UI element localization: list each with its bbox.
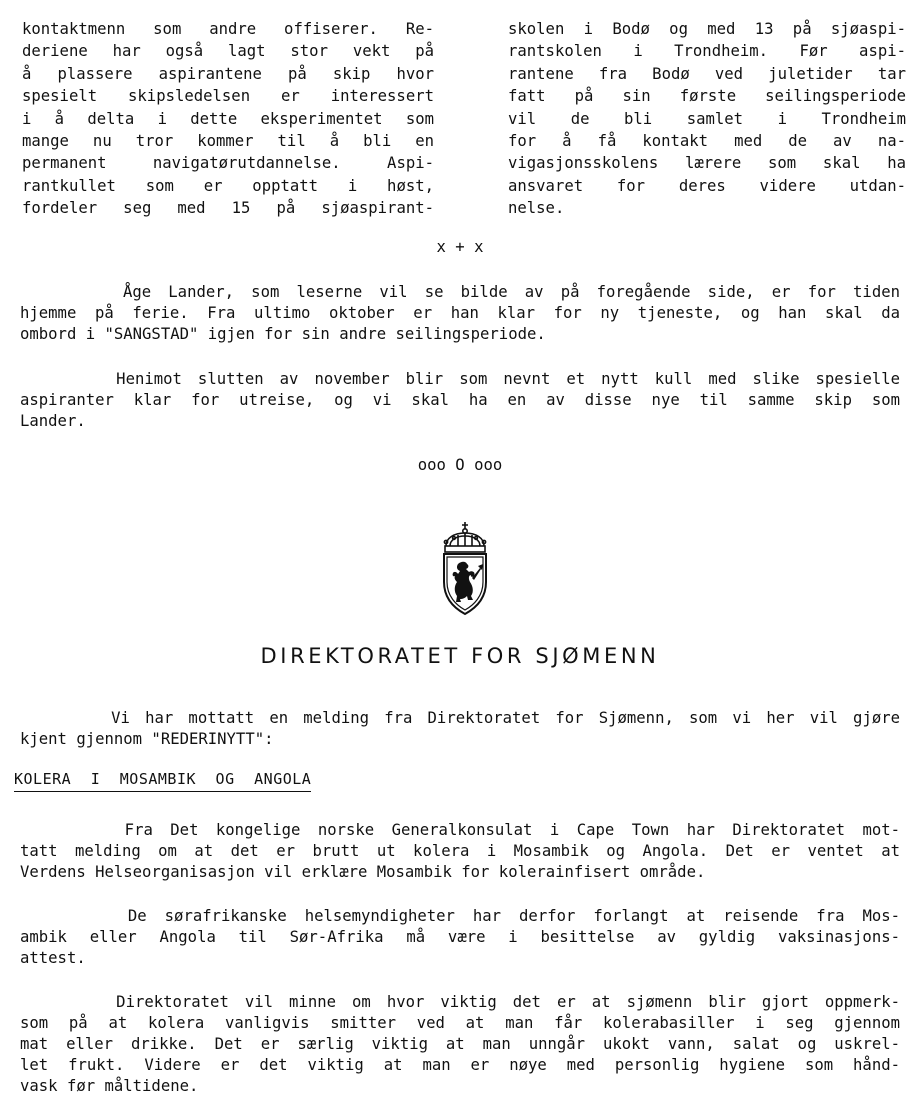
text-line: fatt på sin første seilingsperiode	[508, 87, 906, 106]
text-line: mat eller drikke. Det er særlig viktig at man unngår ukokt vann, salat og uskrel-	[20, 1035, 900, 1053]
separator-ooo: ooo O ooo	[417, 456, 503, 474]
text-line: rantskolen i Trondheim. Før aspi-	[508, 42, 906, 61]
text-line: ansvaret for deres videre utdan-	[508, 176, 906, 195]
intro-paragraph	[20, 708, 900, 750]
text-line: som på at kolera vanligvis smitter ved at man får kolerabasiller i seg gjennom	[20, 1014, 900, 1032]
text-line: let frukt. Videre er det viktig at man er nøye med personlig hygiene som hånd-	[20, 1056, 900, 1074]
text-line: permanent navigatørutdannelse. Aspi-	[22, 154, 434, 173]
paragraph-minne	[20, 992, 900, 1097]
text-line: Henimot slutten av november blir som nevnt et nytt kull med slike spesielle	[20, 370, 900, 388]
text-line: vask før måltidene.	[20, 1077, 199, 1095]
paragraph-helse	[20, 906, 900, 969]
right-column-text	[508, 18, 906, 220]
text-line: i å delta i dette eksperimentet som	[22, 109, 434, 128]
text-line: Direktoratet vil minne om hvor viktig det er at sjømenn blir gjort oppmerk-	[20, 993, 900, 1011]
left-column-text	[22, 18, 434, 220]
norwegian-coat-of-arms-icon	[436, 520, 494, 616]
paragraph-lander	[20, 282, 900, 345]
text-line: attest.	[20, 949, 86, 967]
text-line: å plassere aspirantene på skip hvor	[22, 64, 434, 83]
text-line: skolen i Bodø og med 13 på sjøaspi-	[508, 20, 906, 38]
text-line: Verdens Helseorganisasjon vil erklære Mosambik for kolerainfisert område.	[20, 863, 706, 881]
text-line: spesielt skipsledelsen er interessert	[22, 87, 434, 106]
text-line: ombord i "SANGSTAD" igjen for sin andre seilingsperiode.	[20, 325, 546, 343]
text-line: nelse.	[508, 199, 565, 218]
text-line: fordeler seg med 15 på sjøaspirant-	[22, 199, 434, 218]
text-line: Åge Lander, som leserne vil se bilde av på foregående side, er for tiden	[20, 283, 900, 301]
text-line: tatt melding om at det er brutt ut kolera i Mosambik og Angola. Det er ventet at	[20, 842, 900, 860]
subheading-kolera: KOLERA I MOSAMBIK OG ANGOLA	[14, 770, 311, 792]
text-line: Lander.	[20, 412, 86, 430]
text-line: rantkullet som er opptatt i høst,	[22, 176, 434, 195]
text-line: rantene fra Bodø ved juletider tar	[508, 64, 906, 83]
text-line: vigasjonsskolens lærere som skal ha	[508, 154, 906, 173]
text-line: vil de bli samlet i Trondheim	[508, 109, 906, 128]
paragraph-november	[20, 369, 900, 432]
text-line: hjemme på ferie. Fra ultimo oktober er han klar for ny tjeneste, og han skal da	[20, 304, 900, 322]
text-line: deriene har også lagt stor vekt på	[22, 42, 434, 61]
text-line: aspiranter klar for utreise, og vi skal ha en av disse nye til samme skip som	[20, 391, 900, 409]
separator-x-plus-x: x + x	[436, 238, 484, 256]
text-line: Fra Det kongelige norske Generalkonsulat i Cape Town har Direktoratet mot-	[20, 821, 900, 839]
paragraph-konsulat	[20, 820, 900, 883]
text-line: kjent gjennom "REDERINYTT":	[20, 730, 274, 748]
text-line: De sørafrikanske helsemyndigheter har derfor forlangt at reisende fra Mos-	[20, 907, 900, 925]
text-line: ambik eller Angola til Sør-Afrika må være i besittelse av gyldig vaksinasjons-	[20, 928, 900, 946]
text-line: kontaktmenn som andre offiserer. Re-	[22, 20, 434, 38]
section-title: DIREKTORATET FOR SJØMENN	[260, 644, 660, 668]
text-line: Vi har mottatt en melding fra Direktoratet for Sjømenn, som vi her vil gjøre	[20, 709, 900, 727]
text-line: for å få kontakt med de av na-	[508, 132, 906, 151]
text-line: mange nu tror kommer til å bli en	[22, 132, 434, 151]
